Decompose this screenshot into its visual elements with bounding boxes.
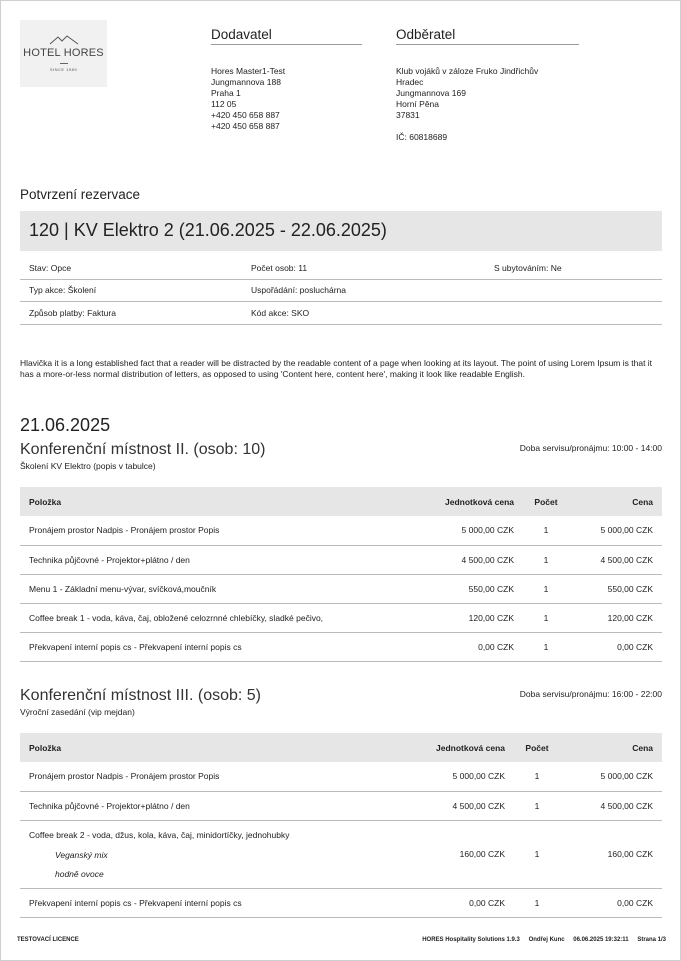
col-price: Cena <box>560 733 662 762</box>
supplier-line: 112 05 <box>211 99 237 109</box>
mountain-icon <box>49 35 79 45</box>
event-title: 120 | KV Elektro 2 (21.06.2025 - 22.06.2025) <box>20 211 662 251</box>
event-code: Kód akce: SKO <box>251 307 310 318</box>
footer-timestamp: 06.06.2025 19:32:11 <box>573 937 629 943</box>
table-row <box>20 574 662 603</box>
item-unit-price: 4 500,00 CZK <box>392 791 514 820</box>
supplier-address <box>211 66 362 132</box>
item-unit-price: 5 000,00 CZK <box>392 762 514 791</box>
table-row <box>20 888 662 917</box>
logo-divider <box>60 63 68 64</box>
footer-software: HORES Hospitality Solutions 1.9.3 <box>422 937 520 943</box>
item-price: 0,00 CZK <box>560 888 662 917</box>
item-name: Pronájem prostor Nadpis - Pronájem prostor Popis <box>20 516 392 545</box>
table-row <box>20 632 662 661</box>
supplier-line: +420 450 658 887 <box>211 110 280 120</box>
item-unit-price: 5 000,00 CZK <box>392 516 523 545</box>
item-name: Technika půjčovné - Projektor+plátno / den <box>20 791 392 820</box>
col-qty: Počet <box>514 733 560 762</box>
room-section <box>20 441 662 652</box>
footer-license: TESTOVACÍ LICENCE <box>17 937 79 943</box>
items-table <box>20 733 662 918</box>
supplier-line: Jungmannova 188 <box>211 77 281 87</box>
item-qty: 1 <box>514 762 560 791</box>
header-note: Hlavička it is a long established fact that a reader will be distracted by the readable content of a page when looking at its layout. The point of using Lorem Ipsum is that it has a more-or-less normal distribution of letters, as opposed to using 'Content here, content here', making it look like readable English. <box>20 358 653 379</box>
supplier-line: Praha 1 <box>211 88 241 98</box>
logo-name: HOTEL HORES <box>23 47 104 59</box>
customer-address <box>396 66 579 121</box>
items-table <box>20 487 662 662</box>
item-cell <box>20 820 392 888</box>
room-service-time: Doba servisu/pronájmu: 10:00 - 14:00 <box>519 443 662 453</box>
room-service-time: Doba servisu/pronájmu: 16:00 - 22:00 <box>519 689 662 699</box>
room-title: Konferenční místnost III. (osob: 5) <box>20 687 261 704</box>
item-unit-price: 550,00 CZK <box>392 574 523 603</box>
item-name: Pronájem prostor Nadpis - Pronájem prostor Popis <box>20 762 392 791</box>
footer-page: Strana 1/3 <box>637 937 666 943</box>
item-price: 550,00 CZK <box>569 574 662 603</box>
supplier-heading: Dodavatel <box>211 27 362 45</box>
customer-line: Jungmannova 169 <box>396 88 466 98</box>
item-unit-price: 160,00 CZK <box>392 820 514 888</box>
room-section <box>20 687 662 908</box>
customer-line: Horní Pěna <box>396 99 439 109</box>
customer-block <box>396 27 579 142</box>
table-row <box>20 762 662 791</box>
supplier-block <box>211 27 362 132</box>
room-subtitle: Výroční zasedání (vip mejdan) <box>20 707 135 717</box>
col-item: Položka <box>20 733 392 762</box>
room-subtitle: Školení KV Elektro (popis v tabulce) <box>20 461 156 471</box>
table-row <box>20 545 662 574</box>
confirmation-title: Potvrzení rezervace <box>20 187 141 202</box>
item-unit-price: 120,00 CZK <box>392 603 523 632</box>
item-qty: 1 <box>523 632 569 661</box>
item-note: Veganský mix <box>55 849 108 860</box>
customer-line: Klub vojáků v záloze Fruko Jindřichův <box>396 66 539 76</box>
item-price: 4 500,00 CZK <box>569 545 662 574</box>
item-qty: 1 <box>523 574 569 603</box>
footer-user: Ondřej Kunc <box>528 937 565 943</box>
event-accommodation: S ubytováním: Ne <box>494 262 562 273</box>
item-name: Technika půjčovné - Projektor+plátno / den <box>20 545 392 574</box>
info-row <box>20 280 662 303</box>
item-qty: 1 <box>514 820 560 888</box>
table-row <box>20 820 662 888</box>
col-qty: Počet <box>523 487 569 516</box>
item-name: Překvapení interní popis cs - Překvapení interní popis cs <box>20 632 392 661</box>
item-qty: 1 <box>514 791 560 820</box>
customer-ico: IČ: 60818689 <box>396 132 448 142</box>
footer-meta <box>415 937 666 943</box>
item-name: Coffee break 2 - voda, džus, kola, káva, čaj, minidortíčky, jednohubky <box>29 829 290 840</box>
item-unit-price: 0,00 CZK <box>392 888 514 917</box>
table-row <box>20 791 662 820</box>
event-date: 21.06.2025 <box>20 415 111 435</box>
customer-heading: Odběratel <box>396 27 579 45</box>
event-type: Typ akce: Školení <box>29 285 97 296</box>
item-price: 0,00 CZK <box>569 632 662 661</box>
item-unit-price: 0,00 CZK <box>392 632 523 661</box>
table-header-row <box>20 733 662 762</box>
item-price: 160,00 CZK <box>560 820 662 888</box>
item-qty: 1 <box>523 603 569 632</box>
item-price: 120,00 CZK <box>569 603 662 632</box>
event-arrangement: Uspořádání: posluchárna <box>251 285 346 296</box>
item-qty: 1 <box>523 545 569 574</box>
room-title: Konferenční místnost II. (osob: 10) <box>20 441 266 458</box>
event-persons: Počet osob: 11 <box>251 262 308 273</box>
col-item: Položka <box>20 487 392 516</box>
item-name: Menu 1 - Základní menu-vývar, svíčková,moučník <box>20 574 392 603</box>
info-row <box>20 302 662 325</box>
hotel-logo <box>20 20 107 87</box>
customer-line: 37831 <box>396 110 420 120</box>
event-status: Stav: Opce <box>29 262 72 273</box>
event-info-grid <box>20 257 662 325</box>
payment-method: Způsob platby: Faktura <box>29 307 116 318</box>
item-unit-price: 4 500,00 CZK <box>392 545 523 574</box>
item-name: Překvapení interní popis cs - Překvapení interní popis cs <box>20 888 392 917</box>
supplier-line: +420 450 658 887 <box>211 121 280 131</box>
info-row <box>20 257 662 280</box>
supplier-line: Hores Master1-Test <box>211 66 286 76</box>
item-note: hodně ovoce <box>55 868 104 879</box>
table-row <box>20 516 662 545</box>
table-header-row <box>20 487 662 516</box>
col-price: Cena <box>569 487 662 516</box>
item-price: 5 000,00 CZK <box>569 516 662 545</box>
item-qty: 1 <box>523 516 569 545</box>
item-price: 5 000,00 CZK <box>560 762 662 791</box>
item-price: 4 500,00 CZK <box>560 791 662 820</box>
customer-line: Hradec <box>396 77 424 87</box>
item-qty: 1 <box>514 888 560 917</box>
col-unit-price: Jednotková cena <box>392 487 523 516</box>
col-unit-price: Jednotková cena <box>392 733 514 762</box>
logo-since: SINCE 1989 <box>49 67 78 72</box>
table-row <box>20 603 662 632</box>
item-name: Coffee break 1 - voda, káva, čaj, obložené celozrnné chlebíčky, sladké pečivo, <box>20 603 392 632</box>
